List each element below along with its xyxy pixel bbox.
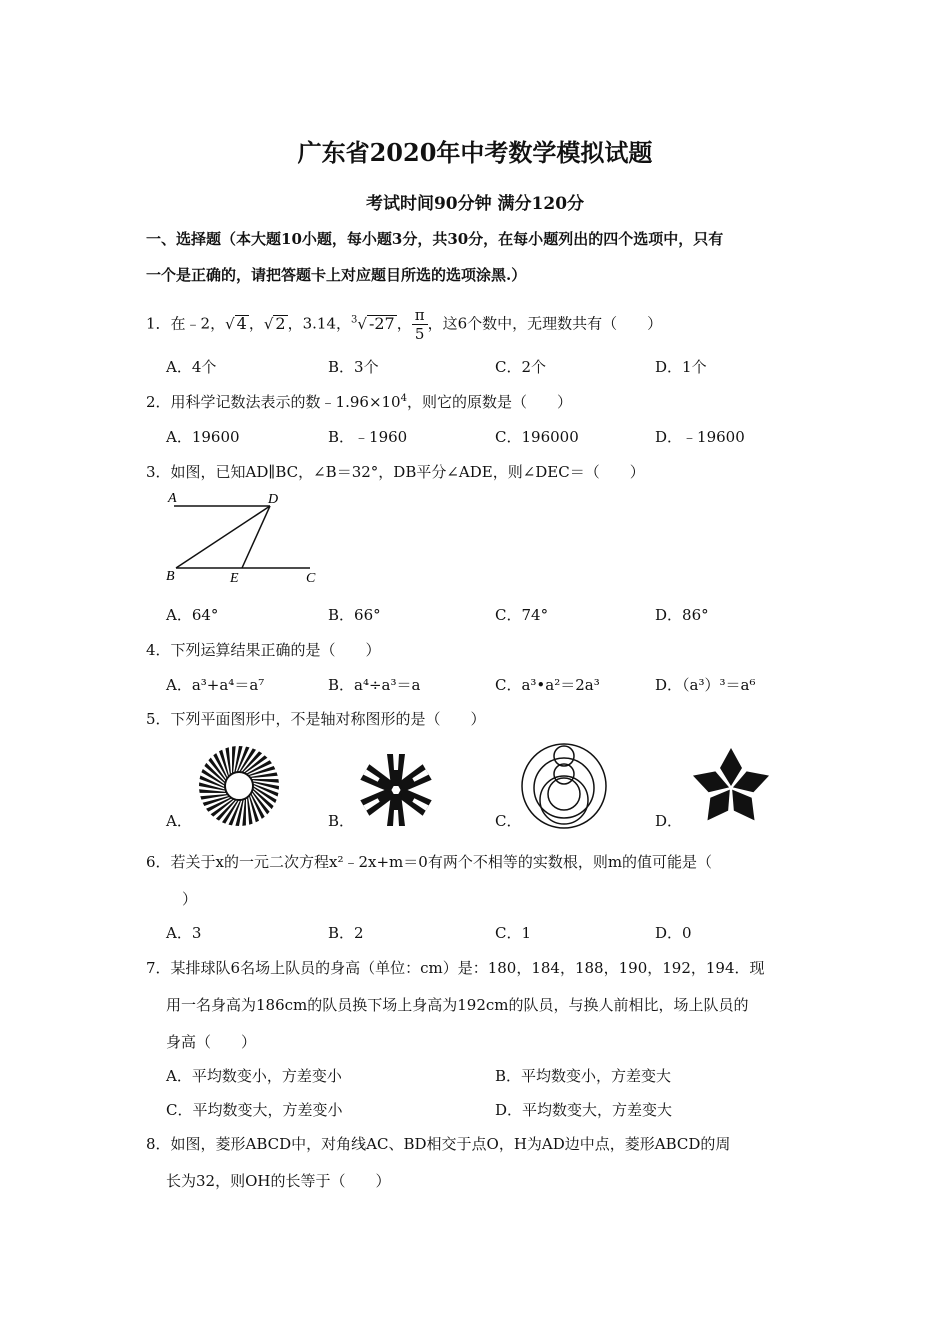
- q2-exponent: 4: [400, 393, 407, 404]
- star-figure: [686, 744, 776, 828]
- q7-option-d[interactable]: D．平均数变大，方差变大: [495, 1101, 673, 1119]
- sqrt-2: √ 2: [263, 313, 286, 333]
- q4-option-b[interactable]: B．a⁴÷a³＝a: [328, 676, 421, 694]
- question-5: 5．下列平面图形中，不是轴对称图形的是（ ）: [146, 710, 486, 728]
- q7-option-a[interactable]: A．平均数变小，方差变小: [166, 1067, 342, 1085]
- q2-option-a[interactable]: A．19600: [166, 428, 240, 446]
- q3-option-c[interactable]: C．74°: [495, 606, 549, 624]
- question-1: 1．在﹣2，√ 4 ，√ 2 ，3.14，$^3$√ -27 ， $\frac{\pi}{5}$ ，这6个数中，无理数共有（ ）: [146, 306, 663, 343]
- page-title: 广东省2020年中考数学模拟试题: [297, 138, 653, 167]
- exam-info: 考试时间90分钟 满分120分: [365, 194, 585, 214]
- question-6-line1: 6．若关于x的一元二次方程x²﹣2x+m＝0有两个不相等的实数根，则m的值可能是（: [146, 853, 713, 871]
- q1-mid: 3.14，: [302, 314, 352, 333]
- question-8-line2: 长为32，则OH的长等于（ ）: [166, 1172, 391, 1190]
- cube-root-neg27: √ -27: [357, 313, 395, 333]
- question-8-line1: 8．如图，菱形ABCD中，对角线AC、BD相交于点O，H为AD边中点，菱形ABCD的周: [146, 1135, 731, 1153]
- q4-option-a[interactable]: A．a³+a⁴＝a⁷: [166, 676, 265, 694]
- q6-option-a[interactable]: A．3: [166, 924, 202, 942]
- label-c: C: [306, 571, 316, 586]
- label-e: E: [230, 571, 239, 586]
- q2-option-d[interactable]: D．﹣19600: [655, 428, 745, 446]
- question-2: 2．用科学记数法表示的数$﹣1.96\times 10^4$，则它的原数是（ ）: [146, 393, 572, 411]
- section-instructions-line2: 一个是正确的，请把答题卡上对应题目所选的选项涂黑.）: [146, 266, 527, 284]
- q6-option-b[interactable]: B．2: [328, 924, 364, 942]
- section-instructions-line1: 一、选择题（本大题10小题，每小题3分，共30分，在每小题列出的四个选项中，只有: [146, 230, 724, 248]
- sqrt-4: √ 4: [225, 313, 247, 333]
- label-b: B: [166, 569, 175, 584]
- q3-option-b[interactable]: B．66°: [328, 606, 381, 624]
- q1-option-b[interactable]: B．3个: [328, 358, 379, 376]
- q4-option-d[interactable]: D．（a³）³＝a⁶: [655, 676, 756, 694]
- question-7-line1: 7．某排球队6名场上队员的身高（单位：cm）是：180，184，188，190，192，194．现: [146, 959, 765, 977]
- question-3: 3．如图，已知AD∥BC，∠B＝32°，DB平分∠ADE，则∠DEC＝（ ）: [146, 463, 645, 481]
- q1-option-d[interactable]: D．1个: [655, 358, 707, 376]
- q3-geometry-figure: [162, 488, 327, 588]
- center-circle: [225, 772, 253, 800]
- q7-option-c[interactable]: C．平均数变大，方差变小: [166, 1101, 343, 1119]
- q1-option-c[interactable]: C．2个: [495, 358, 547, 376]
- q3-option-d[interactable]: D．86°: [655, 606, 709, 624]
- label-d: D: [268, 492, 279, 507]
- q1-suffix: ，这6个数中，无理数共有（ ）: [427, 314, 663, 333]
- q3-option-a[interactable]: A．64°: [166, 606, 219, 624]
- question-7-line2: 用一名身高为186cm的队员换下场上身高为192cm的队员，与换人前相比，场上队员的: [166, 996, 749, 1014]
- spiral-rays-group: [199, 746, 279, 826]
- spiral-rays-figure: [197, 744, 281, 828]
- nested-circles-figure: [520, 742, 608, 830]
- snowflake-arms: [360, 754, 431, 826]
- q5-option-c[interactable]: C．: [495, 812, 522, 830]
- pi-over-5: $\frac{\pi}{5}$: [412, 306, 428, 343]
- question-4: 4．下列运算结果正确的是（ ）: [146, 641, 381, 659]
- q5-option-d[interactable]: D．: [655, 812, 683, 830]
- q6-option-d[interactable]: D．0: [655, 924, 692, 942]
- q5-option-b[interactable]: B．: [328, 812, 355, 830]
- q5-option-a[interactable]: A．: [166, 812, 192, 830]
- question-7-line3: 身高（ ）: [166, 1033, 257, 1051]
- q4-option-c[interactable]: C．a³•a²＝2a³: [495, 676, 600, 694]
- q1-prefix: 1．在﹣2，: [146, 314, 226, 333]
- question-6-line2: ）: [182, 890, 198, 908]
- snowflake-figure: [356, 750, 436, 830]
- q2-option-b[interactable]: B．﹣1960: [328, 428, 408, 446]
- label-a: A: [168, 491, 177, 506]
- q2-option-c[interactable]: C．196000: [495, 428, 579, 446]
- q1-option-a[interactable]: A．4个: [166, 358, 217, 376]
- cube-root-index: 3: [351, 314, 358, 326]
- q6-option-c[interactable]: C．1: [495, 924, 532, 942]
- q7-option-b[interactable]: B．平均数变小，方差变大: [495, 1067, 672, 1085]
